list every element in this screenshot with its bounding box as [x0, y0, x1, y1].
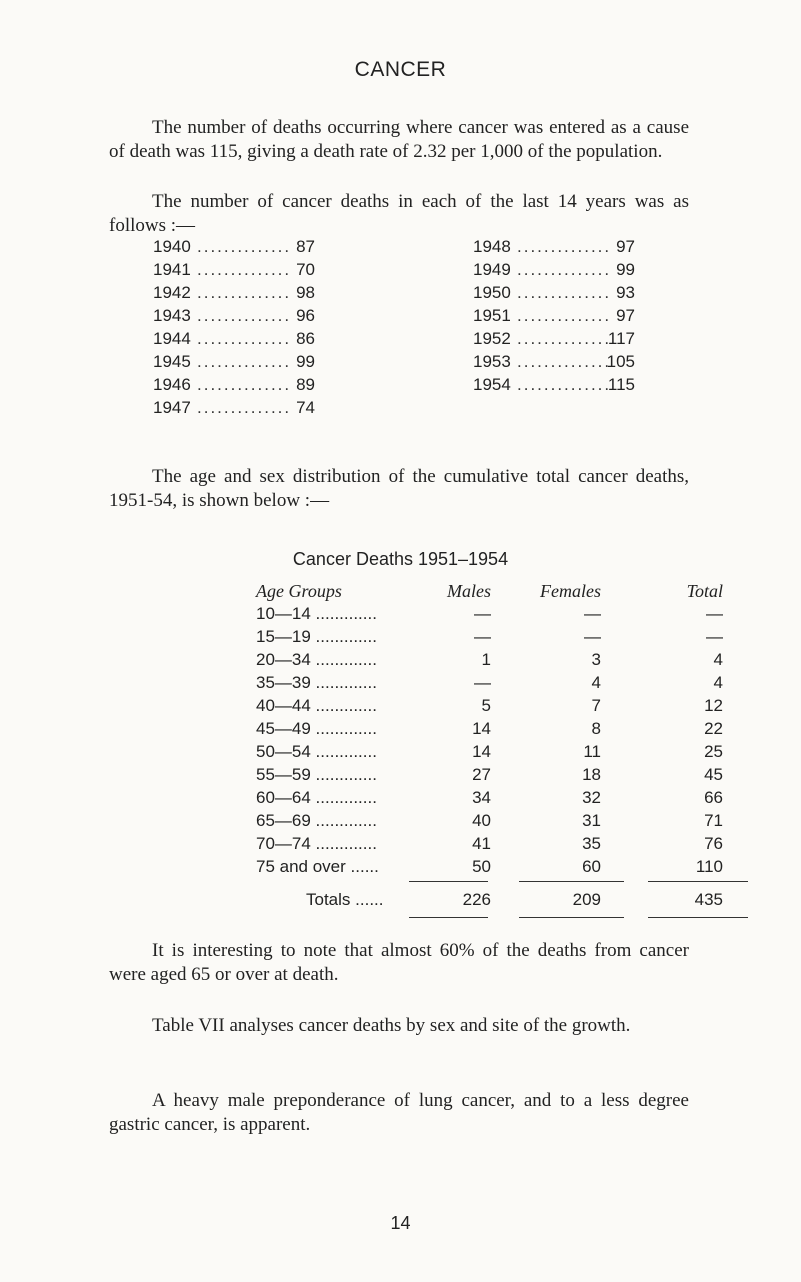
year-label: 1949 [473, 260, 511, 279]
year-label: 1945 [153, 352, 191, 371]
table-row [256, 763, 736, 786]
leader-dots: .............. [517, 306, 612, 325]
page-number: 14 [390, 1213, 411, 1233]
year-label: 1941 [153, 260, 191, 279]
males-cell: 1 [481, 650, 491, 669]
leader-dots: .............. [517, 329, 612, 348]
cancer-deaths-table [256, 602, 736, 878]
females-cell: 60 [582, 857, 601, 876]
list-item [153, 373, 315, 396]
females-cell: — [584, 604, 601, 623]
females-cell: — [584, 627, 601, 646]
age-group: 70—74 ............. [256, 834, 377, 853]
table-row [256, 740, 736, 763]
total-cell: 66 [704, 788, 723, 807]
females-cell: 8 [591, 719, 601, 738]
deaths-value: 98 [296, 283, 315, 302]
page-title: CANCER [354, 58, 447, 81]
year-label: 1950 [473, 283, 511, 302]
list-item [153, 258, 315, 281]
age-group: 55—59 ............. [256, 765, 377, 784]
year-label: 1940 [153, 237, 191, 256]
year-label: 1951 [473, 306, 511, 325]
table-title: Cancer Deaths 1951–1954 [292, 549, 509, 569]
males-cell: 5 [481, 696, 491, 715]
males-cell: 34 [472, 788, 491, 807]
table-row [256, 602, 736, 625]
total-cell: 71 [704, 811, 723, 830]
list-item [153, 396, 315, 419]
females-cell: 31 [582, 811, 601, 830]
deaths-value: 115 [607, 375, 635, 394]
year-label: 1948 [473, 237, 511, 256]
intro-paragraph: The number of deaths occurring where cancer was entered as a cause of death was 115, giving a death rate of 2.32 per 1,000 of the population. [109, 117, 689, 162]
deaths-value: 93 [616, 283, 635, 302]
observation-paragraph: It is interesting to note that almost 60% of the deaths from cancer were aged 65 or over at death. [109, 940, 689, 985]
year-label: 1946 [153, 375, 191, 394]
list-item [153, 235, 315, 258]
females-cell: 11 [583, 742, 601, 761]
age-group: 35—39 ............. [256, 673, 377, 692]
header-males: Males [447, 581, 491, 601]
age-group: 10—14 ............. [256, 604, 377, 623]
table-row [256, 648, 736, 671]
age-group: 65—69 ............. [256, 811, 377, 830]
males-total: 226 [462, 890, 491, 909]
yearly-deaths-list-left [153, 235, 315, 419]
year-label: 1947 [153, 398, 191, 417]
total-cell: — [706, 604, 723, 623]
deaths-value: 99 [296, 352, 315, 371]
leader-dots: .............. [517, 283, 612, 302]
yearly-intro-paragraph: The number of cancer deaths in each of the last 14 years was as follows :— [109, 191, 689, 236]
leader-dots: .............. [517, 352, 612, 371]
females-cell: 18 [582, 765, 601, 784]
total-total-underline [648, 917, 748, 918]
males-total-underline [409, 917, 488, 918]
age-group: 40—44 ............. [256, 696, 377, 715]
age-group: 60—64 ............. [256, 788, 377, 807]
total-cell: 110 [695, 857, 723, 876]
age-group: 45—49 ............. [256, 719, 377, 738]
table-reference-paragraph: Table VII analyses cancer deaths by sex and site of the growth. [152, 1015, 631, 1036]
year-label: 1942 [153, 283, 191, 302]
age-group: 75 and over ...... [256, 857, 379, 876]
age-group: 20—34 ............. [256, 650, 377, 669]
leader-dots: .............. [517, 260, 612, 279]
year-label: 1953 [473, 352, 511, 371]
males-cell: — [474, 627, 491, 646]
females-total-underline [519, 917, 624, 918]
header-age-groups: Age Groups [256, 581, 342, 601]
table-row [256, 694, 736, 717]
deaths-value: 74 [296, 398, 315, 417]
deaths-value: 70 [296, 260, 315, 279]
males-cell: — [474, 604, 491, 623]
table-row [256, 786, 736, 809]
total-cell: 76 [704, 834, 723, 853]
total-cell: 12 [704, 696, 723, 715]
total-cell: — [706, 627, 723, 646]
distribution-intro-paragraph: The age and sex distribution of the cumulative total cancer deaths, 1951-54, is shown below :— [109, 466, 689, 511]
grand-total: 435 [694, 890, 723, 909]
leader-dots: .............. [197, 375, 292, 394]
leader-dots: .............. [197, 352, 292, 371]
table-row [256, 717, 736, 740]
leader-dots: .............. [197, 260, 292, 279]
table-header [256, 580, 736, 603]
table-row [256, 832, 736, 855]
females-cell: 35 [582, 834, 601, 853]
year-label: 1952 [473, 329, 511, 348]
table-row [256, 855, 736, 878]
leader-dots: .............. [197, 398, 292, 417]
totals-label: Totals ...... [306, 890, 384, 909]
list-item [153, 281, 315, 304]
list-item [473, 327, 635, 350]
deaths-value: 86 [296, 329, 315, 348]
leader-dots: .............. [197, 237, 292, 256]
year-label: 1943 [153, 306, 191, 325]
leader-dots: .............. [197, 329, 292, 348]
list-item [473, 373, 635, 396]
list-item [473, 350, 635, 373]
leader-dots: .............. [517, 237, 612, 256]
list-item [153, 350, 315, 373]
total-cell: 4 [713, 650, 723, 669]
total-cell: 25 [704, 742, 723, 761]
males-total-rule [409, 881, 488, 882]
table-row [256, 809, 736, 832]
deaths-value: 105 [606, 352, 635, 371]
males-cell: — [474, 673, 491, 692]
deaths-value: 97 [616, 306, 635, 325]
list-item [473, 258, 635, 281]
list-item [153, 304, 315, 327]
males-cell: 14 [472, 719, 491, 738]
total-total-rule [648, 881, 748, 882]
total-cell: 45 [704, 765, 723, 784]
table-row [256, 671, 736, 694]
females-cell: 4 [591, 673, 601, 692]
list-item [473, 304, 635, 327]
males-cell: 41 [472, 834, 491, 853]
year-label: 1944 [153, 329, 191, 348]
total-cell: 4 [713, 673, 723, 692]
conclusion-paragraph: A heavy male preponderance of lung cancer, and to a less degree gastric cancer, is apparent. [109, 1090, 689, 1135]
males-cell: 27 [472, 765, 491, 784]
totals-row [256, 888, 736, 911]
deaths-value: 99 [616, 260, 635, 279]
list-item [153, 327, 315, 350]
leader-dots: .............. [517, 375, 612, 394]
age-group: 15—19 ............. [256, 627, 377, 646]
leader-dots: .............. [197, 283, 292, 302]
table-row [256, 625, 736, 648]
deaths-value: 87 [296, 237, 315, 256]
list-item [473, 235, 635, 258]
males-cell: 40 [472, 811, 491, 830]
deaths-value: 96 [296, 306, 315, 325]
females-total-rule [519, 881, 624, 882]
females-total: 209 [572, 890, 601, 909]
females-cell: 32 [582, 788, 601, 807]
age-group: 50—54 ............. [256, 742, 377, 761]
deaths-value: 117 [607, 329, 635, 348]
males-cell: 50 [472, 857, 491, 876]
females-cell: 7 [591, 696, 601, 715]
males-cell: 14 [472, 742, 491, 761]
deaths-value: 89 [296, 375, 315, 394]
deaths-value: 97 [616, 237, 635, 256]
total-cell: 22 [704, 719, 723, 738]
females-cell: 3 [591, 650, 601, 669]
yearly-deaths-list-right [473, 235, 635, 396]
header-total: Total [686, 581, 723, 601]
list-item [473, 281, 635, 304]
leader-dots: .............. [197, 306, 292, 325]
year-label: 1954 [473, 375, 511, 394]
header-females: Females [540, 581, 601, 601]
